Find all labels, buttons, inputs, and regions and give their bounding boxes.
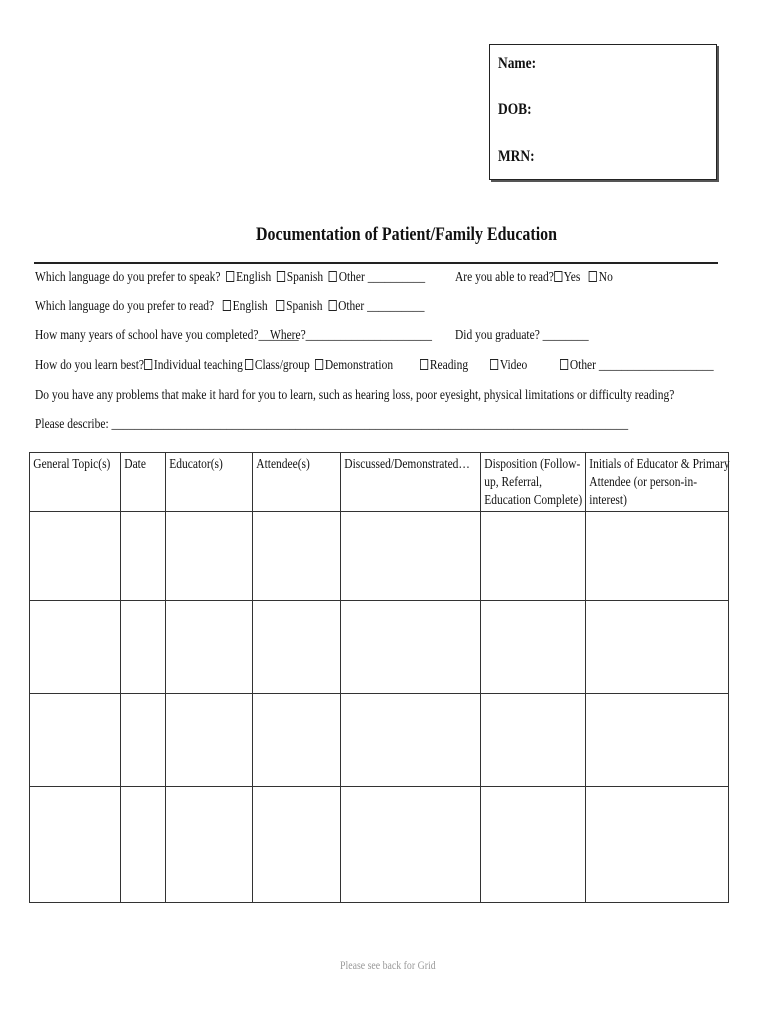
speak-spanish-label: Spanish bbox=[286, 270, 324, 285]
read-language-prompt: Which language do you prefer to read? bbox=[35, 299, 215, 314]
header-general-topics: General Topic(s) bbox=[30, 453, 121, 512]
video-label: Video bbox=[499, 358, 528, 373]
read-other-checkbox[interactable] bbox=[328, 300, 336, 311]
page-title: Documentation of Patient/Family Education bbox=[256, 224, 558, 245]
speak-other-label[interactable]: Other __________ bbox=[338, 270, 426, 285]
reading-checkbox[interactable] bbox=[420, 359, 428, 370]
table-row bbox=[30, 512, 729, 601]
reading-label: Reading bbox=[429, 358, 469, 373]
reading-option bbox=[420, 358, 479, 374]
read-other-label[interactable]: Other __________ bbox=[338, 299, 425, 314]
table-cell[interactable] bbox=[586, 601, 729, 694]
read-yes-checkbox[interactable] bbox=[554, 271, 562, 282]
speak-language-question bbox=[35, 270, 511, 286]
school-years-question[interactable]: How many years of school have you completed?_______ bbox=[35, 328, 299, 343]
table-cell[interactable] bbox=[121, 787, 166, 903]
read-spanish-label: Spanish bbox=[286, 299, 323, 314]
table-cell[interactable] bbox=[166, 787, 253, 903]
table-cell[interactable] bbox=[341, 512, 481, 601]
table-cell[interactable] bbox=[253, 787, 341, 903]
table-cell[interactable] bbox=[341, 787, 481, 903]
read-no-label: No bbox=[598, 270, 613, 285]
name-label: Name: bbox=[498, 55, 537, 72]
learn-other-label[interactable]: Other ____________________ bbox=[569, 358, 714, 373]
table-cell[interactable] bbox=[30, 512, 121, 601]
dob-label: DOB: bbox=[498, 101, 532, 118]
table-cell[interactable] bbox=[586, 787, 729, 903]
describe-field[interactable]: Please describe: __________________________________________________________________________________________ bbox=[35, 417, 629, 432]
table-cell[interactable] bbox=[341, 694, 481, 787]
table-cell[interactable] bbox=[253, 694, 341, 787]
read-english-checkbox[interactable] bbox=[223, 300, 231, 311]
video-option bbox=[490, 358, 535, 374]
name-field[interactable] bbox=[498, 55, 543, 73]
individual-teaching-checkbox[interactable] bbox=[144, 359, 152, 370]
speak-spanish-checkbox[interactable] bbox=[277, 271, 285, 282]
table-cell[interactable] bbox=[30, 787, 121, 903]
mrn-label: MRN: bbox=[498, 148, 535, 165]
read-yes-label: Yes bbox=[563, 270, 581, 285]
table-cell[interactable] bbox=[253, 512, 341, 601]
learning-problems-question: Do you have any problems that make it hard for you to learn, such as hearing loss, poor eyesight, physical limitations or difficulty reading? bbox=[35, 388, 675, 403]
graduate-question[interactable]: Did you graduate? ________ bbox=[455, 328, 589, 343]
table-cell[interactable] bbox=[166, 601, 253, 694]
table-cell[interactable] bbox=[341, 601, 481, 694]
read-language-question bbox=[35, 299, 510, 315]
header-educators: Educator(s) bbox=[166, 453, 253, 512]
header-date: Date bbox=[121, 453, 166, 512]
speak-language-prompt: Which language do you prefer to speak? bbox=[35, 270, 221, 285]
table-cell[interactable] bbox=[253, 601, 341, 694]
table-cell[interactable] bbox=[166, 694, 253, 787]
table-cell[interactable] bbox=[481, 694, 586, 787]
table-cell[interactable] bbox=[481, 601, 586, 694]
table-cell[interactable] bbox=[30, 601, 121, 694]
header-discussed-demonstrated: Discussed/Demonstrated… bbox=[341, 453, 481, 512]
speak-english-checkbox[interactable] bbox=[226, 271, 234, 282]
learn-other-option bbox=[560, 358, 747, 374]
class-group-label: Class/group bbox=[254, 358, 310, 373]
title-divider bbox=[34, 262, 718, 264]
education-grid bbox=[29, 452, 729, 903]
table-cell[interactable] bbox=[481, 787, 586, 903]
table-cell[interactable] bbox=[121, 601, 166, 694]
video-checkbox[interactable] bbox=[490, 359, 498, 370]
table-cell[interactable] bbox=[30, 694, 121, 787]
table-cell[interactable] bbox=[586, 512, 729, 601]
grid-header-row bbox=[30, 453, 729, 512]
table-row bbox=[30, 787, 729, 903]
header-disposition: Disposition (Follow-up, Referral, Education Complete) bbox=[481, 453, 586, 512]
table-row bbox=[30, 694, 729, 787]
footer-note: Please see back for Grid bbox=[340, 958, 436, 972]
patient-info-box bbox=[489, 44, 717, 180]
mrn-field[interactable] bbox=[498, 148, 542, 166]
class-group-option bbox=[245, 358, 324, 374]
able-to-read-question bbox=[455, 270, 648, 286]
header-attendees: Attendee(s) bbox=[253, 453, 341, 512]
read-no-checkbox[interactable] bbox=[589, 271, 597, 282]
table-cell[interactable] bbox=[166, 512, 253, 601]
table-row bbox=[30, 601, 729, 694]
demonstration-option bbox=[315, 358, 410, 374]
table-cell[interactable] bbox=[481, 512, 586, 601]
school-where-field[interactable]: Where?______________________ bbox=[270, 328, 432, 343]
header-initials: Initials of Educator & Primary Attendee (or person-in-interest) bbox=[586, 453, 729, 512]
demonstration-label: Demonstration bbox=[324, 358, 394, 373]
table-cell[interactable] bbox=[121, 694, 166, 787]
read-english-label: English bbox=[232, 299, 268, 314]
dob-field[interactable] bbox=[498, 101, 538, 119]
demonstration-checkbox[interactable] bbox=[315, 359, 323, 370]
learn-other-checkbox[interactable] bbox=[560, 359, 568, 370]
class-group-checkbox[interactable] bbox=[245, 359, 253, 370]
learn-best-prompt: How do you learn best? bbox=[35, 358, 145, 373]
able-to-read-prompt: Are you able to read? bbox=[455, 270, 554, 285]
individual-teaching-label: Individual teaching bbox=[153, 358, 243, 373]
speak-english-label: English bbox=[236, 270, 272, 285]
read-spanish-checkbox[interactable] bbox=[276, 300, 284, 311]
table-cell[interactable] bbox=[586, 694, 729, 787]
speak-other-checkbox[interactable] bbox=[329, 271, 337, 282]
table-cell[interactable] bbox=[121, 512, 166, 601]
